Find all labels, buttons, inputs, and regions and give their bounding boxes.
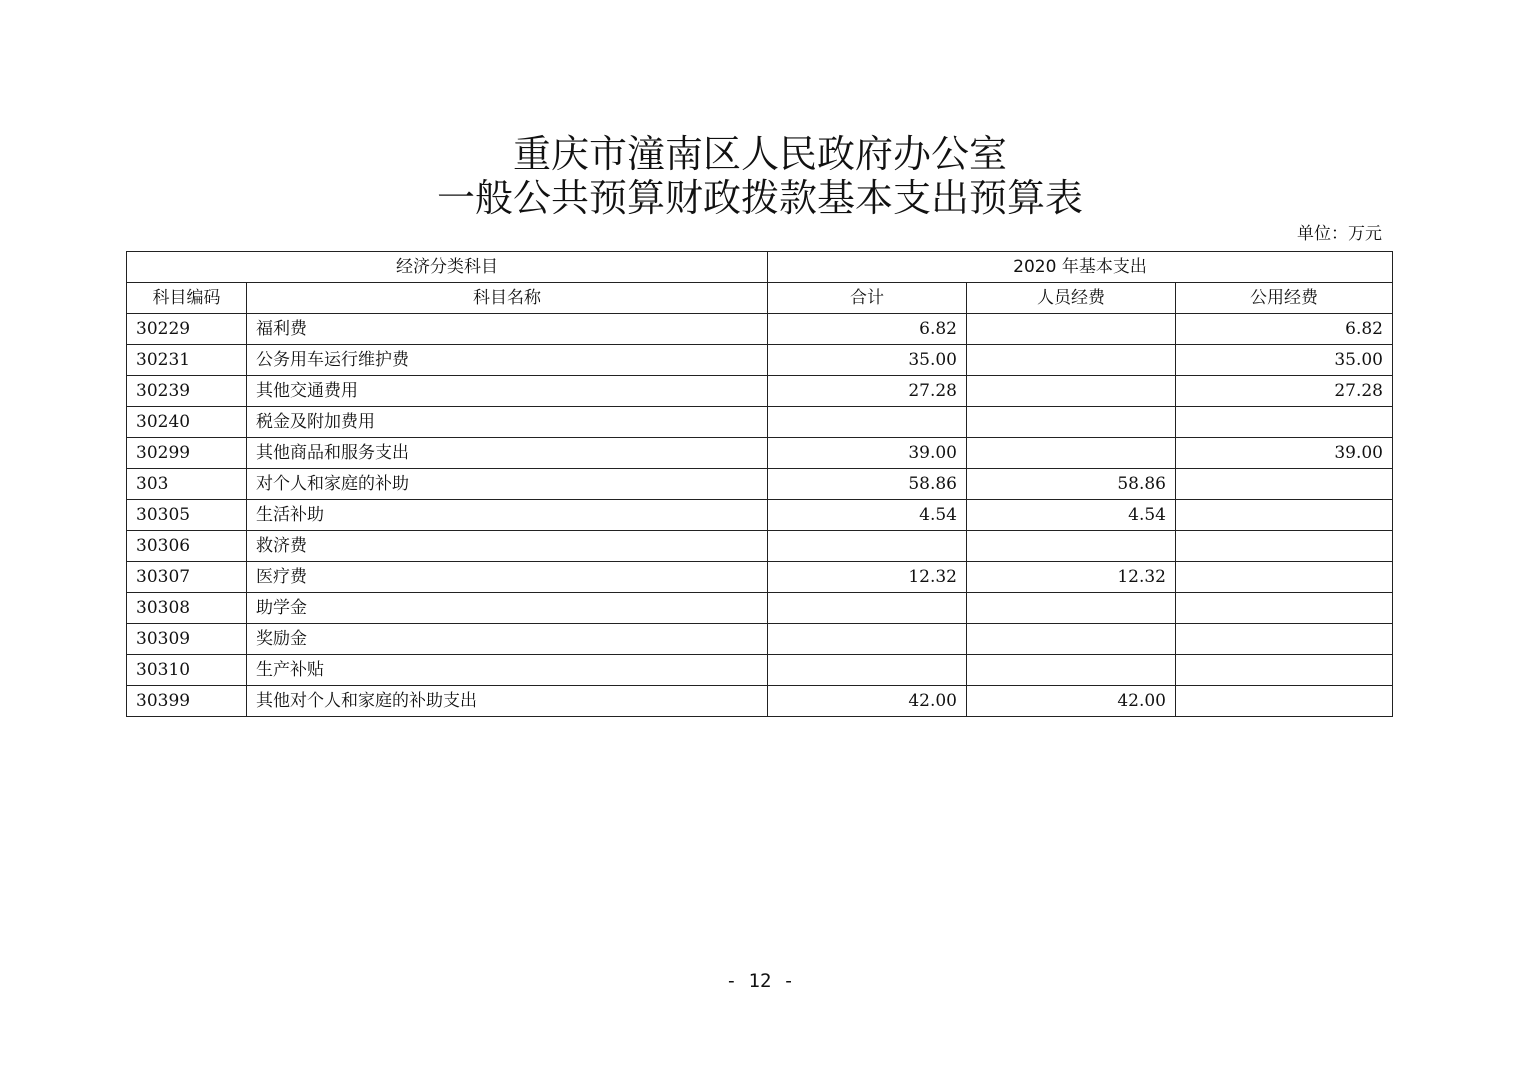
table-row bbox=[127, 686, 1393, 717]
cell-code: 303 bbox=[127, 469, 247, 500]
cell-name: 对个人和家庭的补助 bbox=[247, 469, 768, 500]
table-row bbox=[127, 438, 1393, 469]
cell-name: 其他对个人和家庭的补助支出 bbox=[247, 686, 768, 717]
cell-total: 35.00 bbox=[768, 345, 967, 376]
cell-total: 42.00 bbox=[768, 686, 967, 717]
header-economic-category: 经济分类科目 bbox=[127, 252, 768, 283]
table-row bbox=[127, 655, 1393, 686]
header-total: 合计 bbox=[768, 283, 967, 314]
cell-public bbox=[1176, 407, 1393, 438]
cell-code: 30239 bbox=[127, 376, 247, 407]
table-row bbox=[127, 314, 1393, 345]
cell-personnel bbox=[967, 345, 1176, 376]
cell-name: 税金及附加费用 bbox=[247, 407, 768, 438]
cell-personnel: 4.54 bbox=[967, 500, 1176, 531]
cell-public: 35.00 bbox=[1176, 345, 1393, 376]
cell-code: 30240 bbox=[127, 407, 247, 438]
cell-name: 公务用车运行维护费 bbox=[247, 345, 768, 376]
cell-name: 救济费 bbox=[247, 531, 768, 562]
cell-personnel: 12.32 bbox=[967, 562, 1176, 593]
cell-personnel bbox=[967, 624, 1176, 655]
budget-table bbox=[126, 251, 1393, 717]
cell-name: 奖励金 bbox=[247, 624, 768, 655]
cell-total: 4.54 bbox=[768, 500, 967, 531]
column-header-row bbox=[127, 283, 1393, 314]
header-basic-expenditure-2020: 2020 年基本支出 bbox=[768, 252, 1393, 283]
cell-code: 30307 bbox=[127, 562, 247, 593]
table-row bbox=[127, 593, 1393, 624]
cell-code: 30231 bbox=[127, 345, 247, 376]
cell-name: 其他交通费用 bbox=[247, 376, 768, 407]
unit-label: 单位：万元 bbox=[1297, 224, 1382, 244]
cell-personnel: 58.86 bbox=[967, 469, 1176, 500]
table-row bbox=[127, 345, 1393, 376]
cell-total bbox=[768, 655, 967, 686]
cell-total: 12.32 bbox=[768, 562, 967, 593]
table-row bbox=[127, 469, 1393, 500]
cell-public bbox=[1176, 593, 1393, 624]
cell-public bbox=[1176, 655, 1393, 686]
header-personnel: 人员经费 bbox=[967, 283, 1176, 314]
cell-code: 30299 bbox=[127, 438, 247, 469]
table-row bbox=[127, 624, 1393, 655]
cell-code: 30399 bbox=[127, 686, 247, 717]
cell-personnel: 42.00 bbox=[967, 686, 1176, 717]
cell-personnel bbox=[967, 376, 1176, 407]
cell-code: 30309 bbox=[127, 624, 247, 655]
cell-personnel bbox=[967, 593, 1176, 624]
cell-code: 30305 bbox=[127, 500, 247, 531]
cell-code: 30306 bbox=[127, 531, 247, 562]
cell-code: 30308 bbox=[127, 593, 247, 624]
header-code: 科目编码 bbox=[127, 283, 247, 314]
cell-total: 39.00 bbox=[768, 438, 967, 469]
table-row bbox=[127, 500, 1393, 531]
table-row bbox=[127, 376, 1393, 407]
cell-public bbox=[1176, 531, 1393, 562]
cell-name: 生产补贴 bbox=[247, 655, 768, 686]
cell-total: 27.28 bbox=[768, 376, 967, 407]
cell-personnel bbox=[967, 314, 1176, 345]
cell-public: 27.28 bbox=[1176, 376, 1393, 407]
cell-total: 6.82 bbox=[768, 314, 967, 345]
cell-code: 30310 bbox=[127, 655, 247, 686]
cell-total bbox=[768, 407, 967, 438]
cell-name: 福利费 bbox=[247, 314, 768, 345]
header-public: 公用经费 bbox=[1176, 283, 1393, 314]
cell-name: 生活补助 bbox=[247, 500, 768, 531]
cell-total bbox=[768, 624, 967, 655]
cell-public bbox=[1176, 562, 1393, 593]
page-number: - 12 - bbox=[725, 970, 795, 992]
cell-total bbox=[768, 531, 967, 562]
cell-personnel bbox=[967, 407, 1176, 438]
cell-public bbox=[1176, 469, 1393, 500]
cell-name: 医疗费 bbox=[247, 562, 768, 593]
document-title-line-1: 重庆市潼南区人民政府办公室 bbox=[512, 132, 1007, 176]
cell-code: 30229 bbox=[127, 314, 247, 345]
cell-public: 6.82 bbox=[1176, 314, 1393, 345]
cell-personnel bbox=[967, 438, 1176, 469]
table-row bbox=[127, 531, 1393, 562]
cell-total bbox=[768, 593, 967, 624]
cell-name: 其他商品和服务支出 bbox=[247, 438, 768, 469]
document-title-line-2: 一般公共预算财政拨款基本支出预算表 bbox=[436, 176, 1083, 220]
cell-name: 助学金 bbox=[247, 593, 768, 624]
group-header-row bbox=[127, 252, 1393, 283]
cell-personnel bbox=[967, 531, 1176, 562]
cell-public bbox=[1176, 624, 1393, 655]
cell-public bbox=[1176, 686, 1393, 717]
table-row bbox=[127, 407, 1393, 438]
cell-total: 58.86 bbox=[768, 469, 967, 500]
cell-personnel bbox=[967, 655, 1176, 686]
cell-public: 39.00 bbox=[1176, 438, 1393, 469]
table-row bbox=[127, 562, 1393, 593]
cell-public bbox=[1176, 500, 1393, 531]
header-name: 科目名称 bbox=[247, 283, 768, 314]
